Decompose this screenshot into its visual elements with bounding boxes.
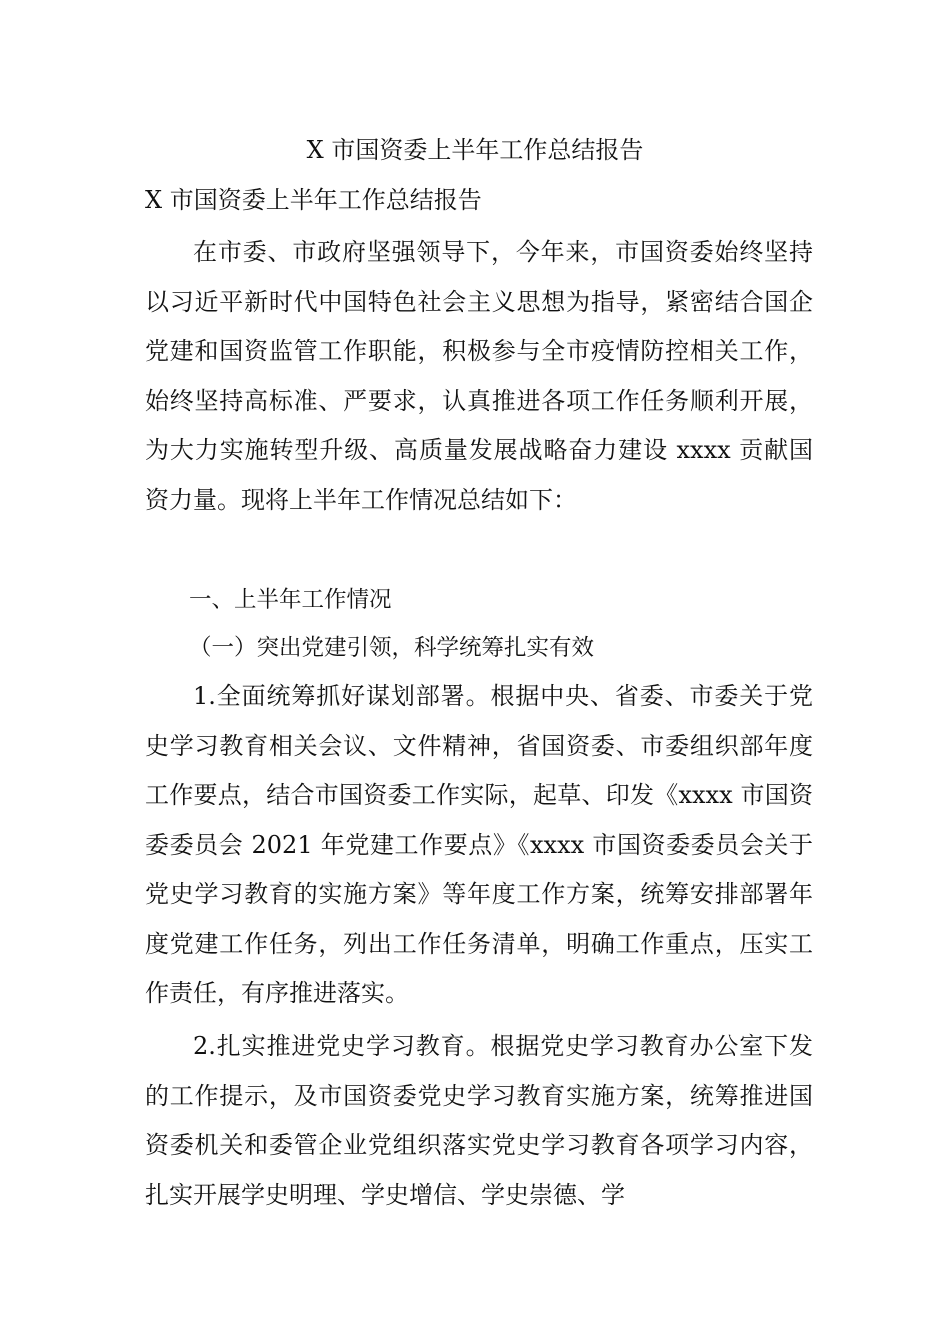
subsection-heading: （一）突出党建引领，科学统筹扎实有效: [189, 635, 595, 661]
section-heading: 一、上半年工作情况: [189, 587, 392, 613]
item-paragraph-1: 1.全面统筹抓好谋划部署。根据中央、省委、市委关于党史学习教育相关会议、文件精神，省国资委、市委组织部年度工作要点，结合市国资委工作实际，起草、印发《xxxx 市国资委委员会 2021 年党建工作要点》《xxxx 市国资委委员会关于党史学习教育的实施方案》等年度工作方案，统筹安排部署年度党建工作任务，列出工作任务清单，明确工作重点，压实工作责任，有序推进落实。: [145, 682, 813, 1007]
intro-paragraph: 在市委、市政府坚强领导下，今年来，市国资委始终坚持以习近平新时代中国特色社会主义思想为指导，紧密结合国企党建和国资监管工作职能，积极参与全市疫情防控相关工作，始终坚持高标准、严要求，认真推进各项工作任务顺利开展，为大力实施转型升级、高质量发展战略奋力建设 xxxx 贡献国资力量。现将上半年工作情况总结如下：: [145, 238, 813, 514]
document-subtitle: X 市国资委上半年工作总结报告: [145, 186, 482, 214]
document-title: X 市国资委上半年工作总结报告: [306, 136, 644, 164]
item-paragraph-2: 2.扎实推进党史学习教育。根据党史学习教育办公室下发的工作提示，及市国资委党史学习教育实施方案，统筹推进国资委机关和委管企业党组织落实党史学习教育各项学习内容，扎实开展学史明理、学史增信、学史崇德、学: [145, 1032, 813, 1209]
